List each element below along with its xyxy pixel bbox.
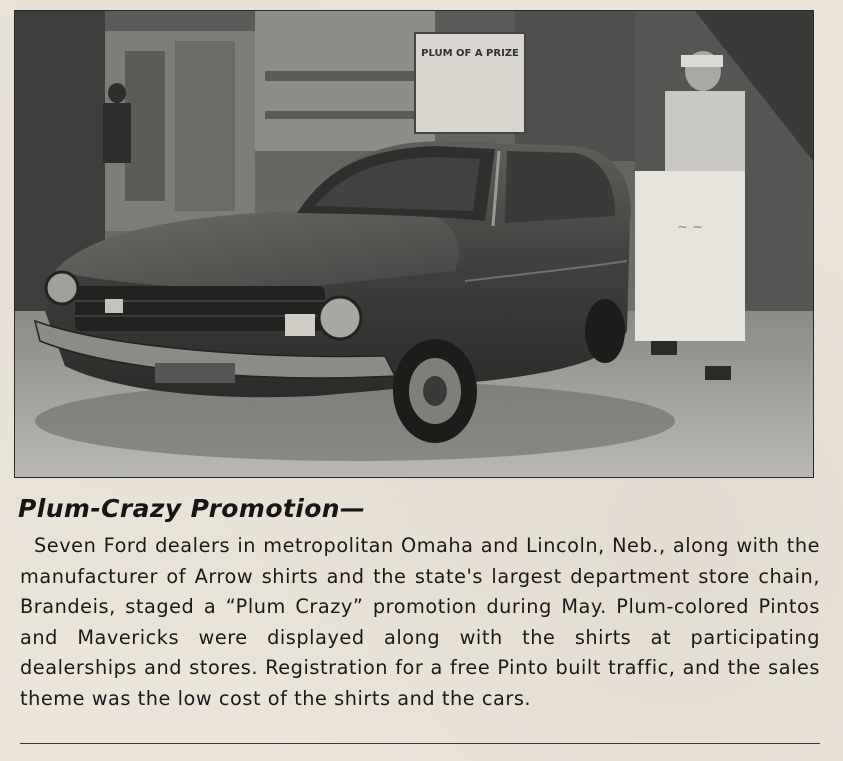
sign-text: PLUM OF A PRIZE bbox=[421, 48, 519, 59]
car-photo-illustration bbox=[15, 11, 813, 477]
bottom-divider bbox=[20, 743, 820, 744]
article-headline: Plum-Crazy Promotion— bbox=[18, 494, 366, 523]
svg-text:~ ~: ~ ~ bbox=[677, 220, 703, 235]
car-photo bbox=[14, 10, 814, 478]
article-body: Seven Ford dealers in metropolitan Omaha and Lincoln, Neb., along with the manufacturer of Arrow shirts and the state's largest department store chain, Brandeis, staged a “Plum Crazy” promotion during May. Plum-colored Pintos and Mavericks were displayed along with the shirts at participating dealerships and stores. Registration for a free Pinto built traffic, and the sales theme was the low cost of the shirts and the cars. bbox=[20, 534, 820, 710]
